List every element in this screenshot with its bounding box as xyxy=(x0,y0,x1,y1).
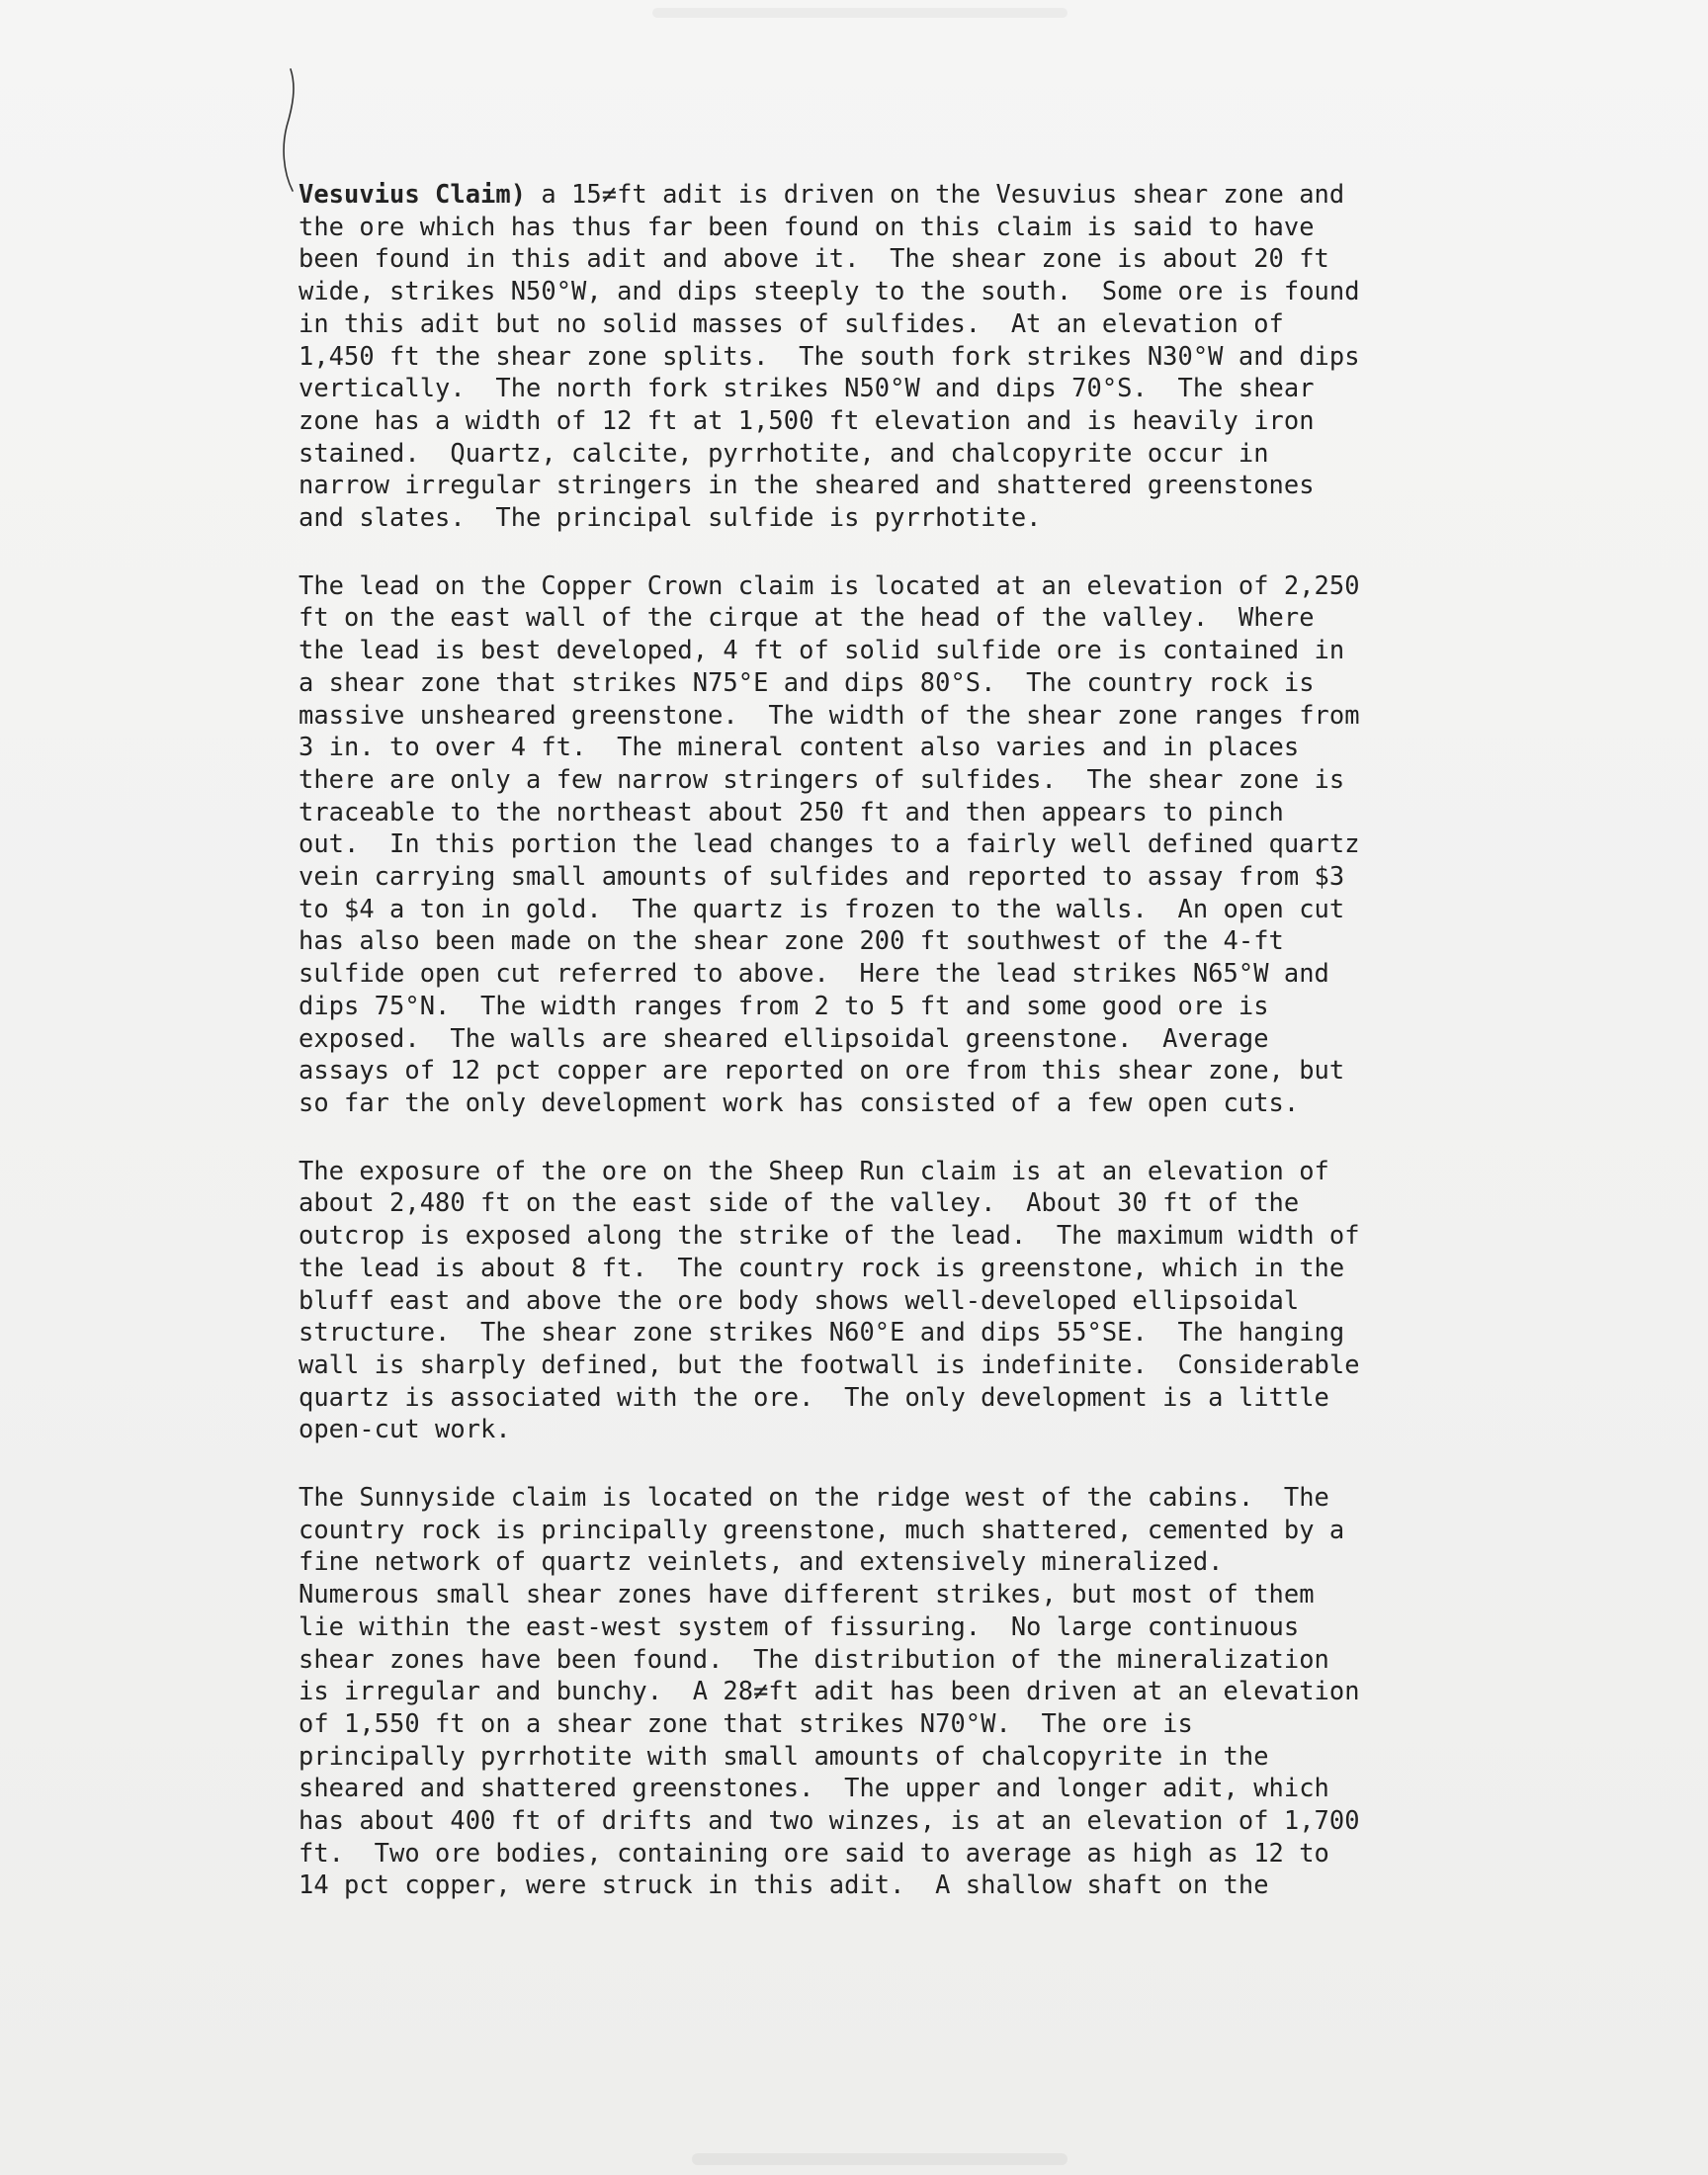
text-line: principally pyrrhotite with small amounts of chalcopyrite in the xyxy=(299,1740,1269,1771)
text-line: The lead on the Copper Crown claim is located at an elevation of 2,250 xyxy=(299,569,1360,600)
text-line: a 15≠ft adit is driven on the Vesuvius shear zone and xyxy=(526,179,1345,209)
text-line: sulfide open cut referred to above. Here the lead strikes N65°W and xyxy=(299,958,1329,989)
text-line: narrow irregular stringers in the sheared and shattered greenstones xyxy=(299,470,1315,500)
text-line: ft on the east wall of the cirque at the head of the valley. Where xyxy=(299,602,1315,633)
text-line: 3 in. to over 4 ft. The mineral content also varies and in places xyxy=(299,732,1300,762)
text-line: country rock is principally greenstone, much shattered, cemented by a xyxy=(299,1514,1345,1544)
text-line: been found in this adit and above it. The shear zone is about 20 ft xyxy=(299,243,1329,274)
text-line: exposed. The walls are sheared ellipsoidal greenstone. Average xyxy=(299,1022,1269,1053)
text-line: a shear zone that strikes N75°E and dips 80°S. The country rock is xyxy=(299,666,1315,697)
document-body xyxy=(299,178,1465,1901)
text-line: quartz is associated with the ore. The only development is a little xyxy=(299,1381,1329,1412)
text-line: has also been made on the shear zone 200 ft southwest of the 4-ft xyxy=(299,925,1284,956)
text-line: there are only a few narrow stringers of sulfides. The shear zone is xyxy=(299,763,1345,794)
text-line: about 2,480 ft on the east side of the valley. About 30 ft of the xyxy=(299,1187,1300,1218)
text-line: massive unsheared greenstone. The width of the shear zone ranges from xyxy=(299,699,1360,730)
text-line: wide, strikes N50°W, and dips steeply to the south. Some ore is found xyxy=(299,276,1360,306)
text-line: wall is sharply defined, but the footwall is indefinite. Considerable xyxy=(299,1348,1360,1379)
text-line: The exposure of the ore on the Sheep Run claim is at an elevation of xyxy=(299,1155,1329,1185)
paragraph-lead: Vesuvius Claim) xyxy=(299,179,527,209)
text-line: shear zones have been found. The distribution of the mineralization xyxy=(299,1643,1329,1674)
text-line: fine network of quartz veinlets, and extensively mineralized. xyxy=(299,1546,1224,1577)
text-line: out. In this portion the lead changes to a fairly well defined quartz xyxy=(299,828,1360,859)
text-line: of 1,550 ft on a shear zone that strikes N70°W. The ore is xyxy=(299,1707,1193,1738)
text-line: lie within the east-west system of fissuring. No large continuous xyxy=(299,1610,1300,1641)
scan-smudge-bottom xyxy=(692,2153,1068,2165)
scan-smudge-top xyxy=(652,8,1068,18)
paragraph-copper-crown-claim xyxy=(299,569,1465,1119)
text-line: traceable to the northeast about 250 ft and then appears to pinch xyxy=(299,796,1284,826)
text-line: the lead is about 8 ft. The country rock is greenstone, which in the xyxy=(299,1252,1345,1282)
text-line: zone has a width of 12 ft at 1,500 ft elevation and is heavily iron xyxy=(299,404,1315,435)
text-line: is irregular and bunchy. A 28≠ft adit has been driven at an elevation xyxy=(299,1676,1360,1706)
text-line: and slates. The principal sulfide is pyrrhotite. xyxy=(299,502,1042,533)
paragraph-sheep-run-claim xyxy=(299,1155,1465,1445)
text-line: in this adit but no solid masses of sulfides. At an elevation of xyxy=(299,307,1284,338)
text-line: Numerous small shear zones have different strikes, but most of them xyxy=(299,1579,1315,1610)
margin-bracket-mark xyxy=(279,67,308,196)
text-line: sheared and shattered greenstones. The upper and longer adit, which xyxy=(299,1773,1329,1803)
text-line: ft. Two ore bodies, containing ore said to average as high as 12 to xyxy=(299,1837,1329,1868)
paragraph-sunnyside-claim xyxy=(299,1481,1465,1901)
text-line: 14 pct copper, were struck in this adit. A shallow shaft on the xyxy=(299,1870,1269,1900)
text-line: vein carrying small amounts of sulfides and reported to assay from $3 xyxy=(299,861,1345,892)
text-line: the ore which has thus far been found on this claim is said to have xyxy=(299,211,1315,241)
text-line: assays of 12 pct copper are reported on ore from this shear zone, but xyxy=(299,1055,1345,1086)
text-line: to $4 a ton in gold. The quartz is frozen to the walls. An open cut xyxy=(299,893,1345,923)
text-line: The Sunnyside claim is located on the ridge west of the cabins. The xyxy=(299,1482,1329,1513)
text-line: 1,450 ft the shear zone splits. The south fork strikes N30°W and dips xyxy=(299,340,1360,371)
text-line: structure. The shear zone strikes N60°E and dips 55°SE. The hanging xyxy=(299,1317,1345,1348)
paragraph-vesuvius-claim xyxy=(299,178,1465,534)
text-line: vertically. The north fork strikes N50°W and dips 70°S. The shear xyxy=(299,373,1315,403)
text-line: bluff east and above the ore body shows well-developed ellipsoidal xyxy=(299,1284,1300,1315)
text-line: outcrop is exposed along the strike of the lead. The maximum width of xyxy=(299,1220,1360,1251)
text-line: has about 400 ft of drifts and two winzes, is at an elevation of 1,700 xyxy=(299,1805,1360,1836)
text-line: dips 75°N. The width ranges from 2 to 5 ft and some good ore is xyxy=(299,990,1269,1020)
text-line: open-cut work. xyxy=(299,1414,511,1444)
text-line: the lead is best developed, 4 ft of solid sulfide ore is contained in xyxy=(299,635,1345,665)
text-line: so far the only development work has consisted of a few open cuts. xyxy=(299,1087,1300,1117)
text-line: stained. Quartz, calcite, pyrrhotite, and chalcopyrite occur in xyxy=(299,437,1269,468)
